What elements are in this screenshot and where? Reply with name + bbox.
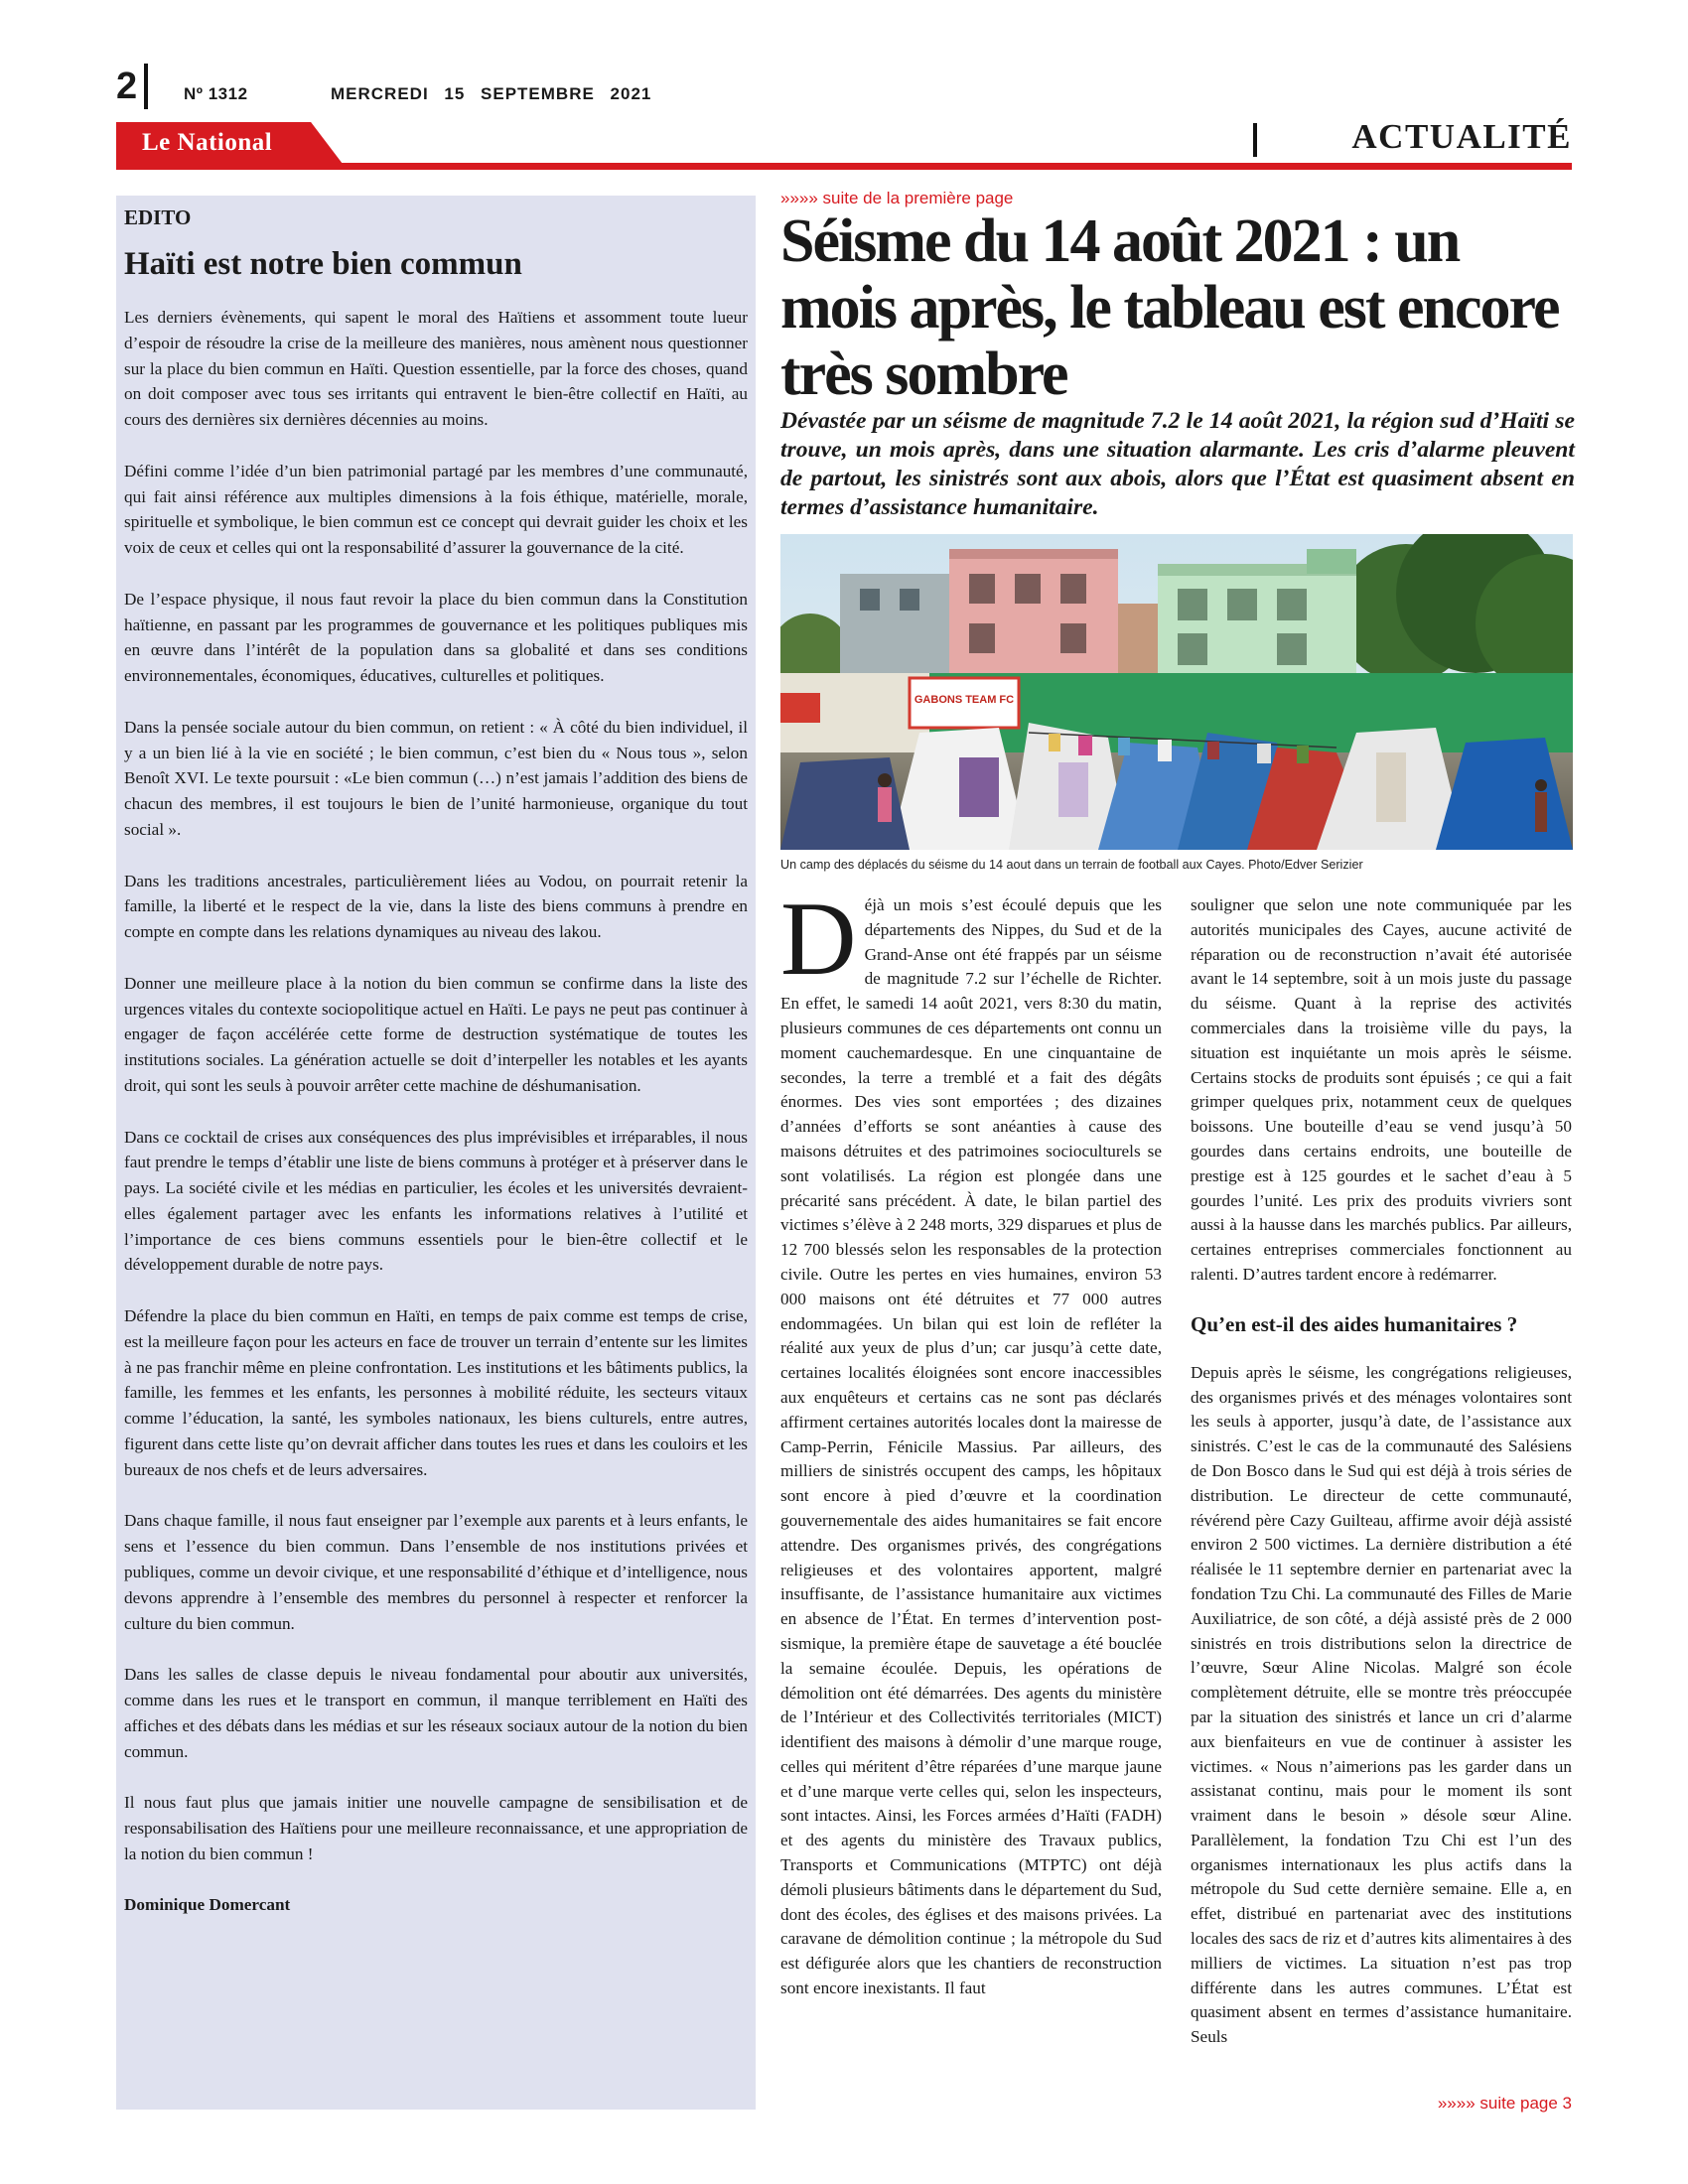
- continued-on-link[interactable]: »»»» suite page 3: [1437, 2094, 1572, 2113]
- drop-cap: D: [780, 881, 857, 997]
- edito-paragraph: Dans les salles de classe depuis le niveau fondamental pour aboutir aux universités, comme dans les rues et le transport en commun, il manque terriblement en Haïti des affiches et des débats dans les médias et sur les réseaux sociaux autour de la notion du bien commun.: [124, 1665, 748, 1761]
- issue-date: MERCREDI 15 SEPTEMBRE 2021: [331, 84, 652, 103]
- edito-paragraph: Dans ce cocktail de crises aux conséquences des plus imprévisibles et irréparables, il nous faut prendre le temps d’établir une liste de biens communs à protéger et à préserver dans le pays. La société civile et les médias en particulier, les écoles et les universités devraient-elles également partager avec les enfants les informations relatives à l’utilité et l’importance de ces biens communs essentiels pour le bien-être collectif et le développement durable de notre pays.: [124, 1127, 748, 1275]
- edito-paragraph: Défini comme l’idée d’un bien patrimonial partagé par les membres d’une communauté, qui fait ainsi référence aux multiples dimensions à la fois éthique, matérielle, morale, spirituelle et symbolique, le bien commun est ce concept qui devrait guider les choix et les voix de ceux et celles qui ont la responsabilité d’assurer la gouvernance de la cité.: [124, 461, 748, 558]
- continued-from-link[interactable]: »»»» suite de la première page: [780, 189, 1014, 207]
- article-body-text: souligner que selon une note communiquée par les autorités municipales des Cayes, aucune activité de réparation ou de reconstruction n’avait été autorisée avant le 14 septembre, soit à un mois juste du passage du séisme. Quant à la reprise des activités commerciales dans la troisième ville du pays, la situation est inquiétante un mois après le séisme. Certains stocks de produits sont épuisés ; ce qui a fait grimper quelques prix, notamment ceux de quelques boissons. Une bouteille d’eau se vend jusqu’à 50 gourdes dans certains endroits, une bouteille de prestige est à 125 gourdes et le sachet d’eau à 5 gourdes l’unité. Les prix des produits vivriers sont aussi à la hausse dans les marchés publics. Par ailleurs, certaines entreprises commerciales fonctionnent au ralenti. D’autres tardent encore à redémarrer.: [1191, 895, 1572, 1284]
- edito-title: Haïti est notre bien commun: [124, 246, 522, 282]
- page-number: 2: [116, 66, 138, 107]
- article-photo: [780, 534, 1573, 850]
- edito-paragraph: Dans chaque famille, il nous faut enseigner par l’exemple aux parents et à leurs enfants, le sens et l’essence du bien commun. Dans l’ensemble de nos institutions privées et publiques, comme un devoir civique, et une responsabilité d’éthique et d’intelligence, nous devons apprendre à l’ensemble des membres du personnel à respecter et renforcer la culture du bien commun.: [124, 1511, 748, 1633]
- header-divider: [144, 64, 148, 109]
- edito-paragraph: Dans les traditions ancestrales, particulièrement liées au Vodou, on pourrait retenir la famille, la liberté et le respect de la vie, dans la liste des biens communs à prendre en compte en compte dans les relations dynamiques au niveau des lakou.: [124, 871, 748, 942]
- edito-paragraph: Dans la pensée sociale autour du bien commun, on retient : « À côté du bien individuel, il y a un bien lié à la vie en société ; le bien commun, c’est bien du « Nous tous », selon Benoît XVI. Le texte poursuit : «Le bien commun (…) n’est jamais l’addition des biens de chacun des membres, il est toujours le bien de l’unité harmonieuse, organique du tout social ».: [124, 717, 748, 839]
- edito-paragraph: Les derniers évènements, qui sapent le moral des Haïtiens et assomment toute lueur d’espoir de résoudre la crise de la meilleure des manières, nous amènent nous questionner sur la place du bien commun en Haïti. Question essentielle, par la force des choses, quand on doit composer avec tous ses irritants qui entravent le bien-être collectif en Haïti, au cours des dernières six dernières décennies au moins.: [124, 308, 748, 430]
- issue-number: Nº 1312: [184, 84, 248, 103]
- newspaper-logo: Le National: [142, 129, 273, 156]
- photo-caption: Un camp des déplacés du séisme du 14 aout dans un terrain de football aux Cayes. Photo/Edver Serizier: [780, 858, 1363, 872]
- article-subheading: Qu’en est-il des aides humanitaires ?: [1191, 1311, 1518, 1336]
- header-rule: [116, 163, 1572, 170]
- article-headline: Séisme du 14 août 2021 : un mois après, le tableau est encore très sombre: [780, 207, 1559, 408]
- edito-label: EDITO: [124, 205, 192, 229]
- edito-column: [124, 204, 748, 1918]
- edito-paragraph: Donner une meilleure place à la notion du bien commun se confirme dans la liste des urgences vitales du contexte sociopolitique actuel en Haïti. Le pays ne peut pas continuer à engager de façon accélérée cette forme de destruction systématique de toutes les institutions sociales. La génération actuelle se doit d’interpeller les notables et les ayants droit, qui sont les seuls à pouvoir arrêter cette machine de déshumanisation.: [124, 973, 748, 1095]
- edito-author: Dominique Domercant: [124, 1895, 291, 1915]
- photo-sign-text: GABONS TEAM FC: [914, 694, 1015, 706]
- article-lede: Dévastée par un séisme de magnitude 7.2 le 14 août 2021, la région sud d’Haïti se trouve, un mois après, dans une situation alarmante. Les cris d’alarme pleuvent de partout, les sinistrés sont aux abois, alors que l’État est quasiment absent en termes d’assistance humanitaire.: [780, 408, 1575, 520]
- edito-paragraph: Il nous faut plus que jamais initier une nouvelle campagne de sensibilisation et de responsabilisation des Haïtiens pour une meilleure reconnaissance, et une appropriation de la notion du bien commun !: [124, 1793, 748, 1863]
- article-body-text: Depuis après le séisme, les congrégations religieuses, des organismes privés et des ménages volontaires sont les seuls à apporter, jusqu’à date, de l’assistance aux sinistrés. C’est le cas de la communauté des Salésiens de Don Bosco dans le Sud qui est déjà à trois séries de distribution. Le directeur de cette communauté, révérend père Cazy Guilteau, affirme avoir déjà assisté environ 2 500 victimes. La dernière distribution a été réalisée le 11 septembre dernier en partenariat avec la fondation Tzu Chi. La communauté des Filles de Marie Auxiliatrice, de son côté, a déjà assisté près de 2 000 sinistrés en trois distributions selon la directrice de l’œuvre, Sœur Aline Nicolas. Malgré son école complètement détruite, elle se montre très préoccupée par la situation des sinistrés et lance un cri d’alarme aux bienfaiteurs en vue de continuer à assister les victimes. « Nous n’aimerions pas les garder dans un assistanat continu, mais pour le moment ils sont vraiment dans le besoin » désole sœur Aline. Parallèlement, la fondation Tzu Chi est l’un des organismes internationaux les plus actifs dans la métropole du Sud cette dernière semaine. Elle a, en effet, distribué en partenariat avec des institutions locales des sacs de riz et d’autres kits alimentaires à des milliers de victimes. La situation n’est pas trop différente dans les autres communes. L’État est quasiment absent en termes d’assistance humanitaire. Seuls: [1191, 1362, 1572, 2047]
- section-divider: [1253, 123, 1257, 157]
- article-column-1: [780, 881, 1162, 2001]
- edito-paragraph: Défendre la place du bien commun en Haïti, en temps de paix comme est temps de crise, est la meilleure façon pour les acteurs en face de trouver un terrain d’entente sur les limites à ne pas franchir même en pleine confrontation. Les institutions et les bâtiments publics, la famille, les femmes et les enfants, les personnes à mobilité réduite, les secteurs vitaux comme l’éducation, la santé, les symboles nationaux, les biens culturels, entre autres, figurent dans cette liste qu’on devrait afficher dans toutes les rues et dans les couloirs et les bureaux de nos chefs et de leurs adversaires.: [124, 1306, 748, 1479]
- edito-paragraph: De l’espace physique, il nous faut revoir la place du bien commun dans la Constitution haïtienne, en passant par les programmes de gouvernance et les politiques publiques mis en œuvre dans l’intérêt de la population dans sa globalité et dans ses conditions environnementales, économiques, éducatives, culturelles et politiques.: [124, 589, 748, 686]
- article-body-text: éjà un mois s’est écoulé depuis que les départements des Nippes, du Sud et de la Grand-Anse ont été frappés par un séisme de magnitude 7.2 sur l’échelle de Richter. En effet, le samedi 14 août 2021, vers 8:30 du matin, plusieurs communes de ces départements ont connu un moment cauchemardesque. En une cinquantaine de secondes, la terre a tremblé et a fait des dégâts énormes. Des vies sont emportées ; des dizaines d’années d’efforts se sont anéanties à cause des maisons détruites et des patrimoines socioculturels se sont volatilisés. La région est plongée dans une précarité sans précédent. À date, le bilan partiel des victimes s’élève à 2 248 morts, 329 disparues et plus de 12 700 blessés selon les responsables de la protection civile. Outre les pertes en vies humaines, environ 53 000 maisons ont été détruites et 77 000 autres endommagées. Un bilan qui est loin de refléter la réalité aux yeux de plus d’un; car jusqu’à cette date, certaines localités éloignées sont encore inaccessibles aux enquêteurs et certains cas ne sont pas déclarés affirment certaines autorités locales dont la mairesse de Camp-Perrin, Fénicile Massius. Par ailleurs, des milliers de sinistrés occupent des camps, les hôpitaux sont encore à pied d’œuvre et la coordination gouvernementale des aides humanitaires se fait encore attendre. Des organismes privés, des congrégations religieuses et des volontaires apportent, malgré insuffisante, de l’assistance humanitaire aux victimes en absence de l’État. En termes d’intervention post-sismique, la première étape de sauvetage a été bouclée la semaine écoulée. Depuis, les opérations de démolition ont été démarrées. Des agents du ministère de l’Intérieur et des Collectivités territoriales (MICT) identifient des maisons à démolir d’une marque rouge, celles qui méritent d’être réparées d’une marque jaune et d’une marque verte celles qui, selon les inspecteurs, sont intactes. Ainsi, les Forces armées d’Haïti (FADH) et des agents du ministère des Travaux publics, Transports et Communications (MTPTC) ont déjà démoli plusieurs bâtiments dans le département du Sud, dont des écoles, des églises et des maisons privées. La caravane de démolition continue ; la métropole du Sud est défigurée alors que les chantiers de reconstruction sont encore inexistants. Il faut: [780, 895, 1162, 1998]
- article-column-2: [1191, 893, 1572, 2050]
- section-title: ACTUALITÉ: [1351, 117, 1572, 156]
